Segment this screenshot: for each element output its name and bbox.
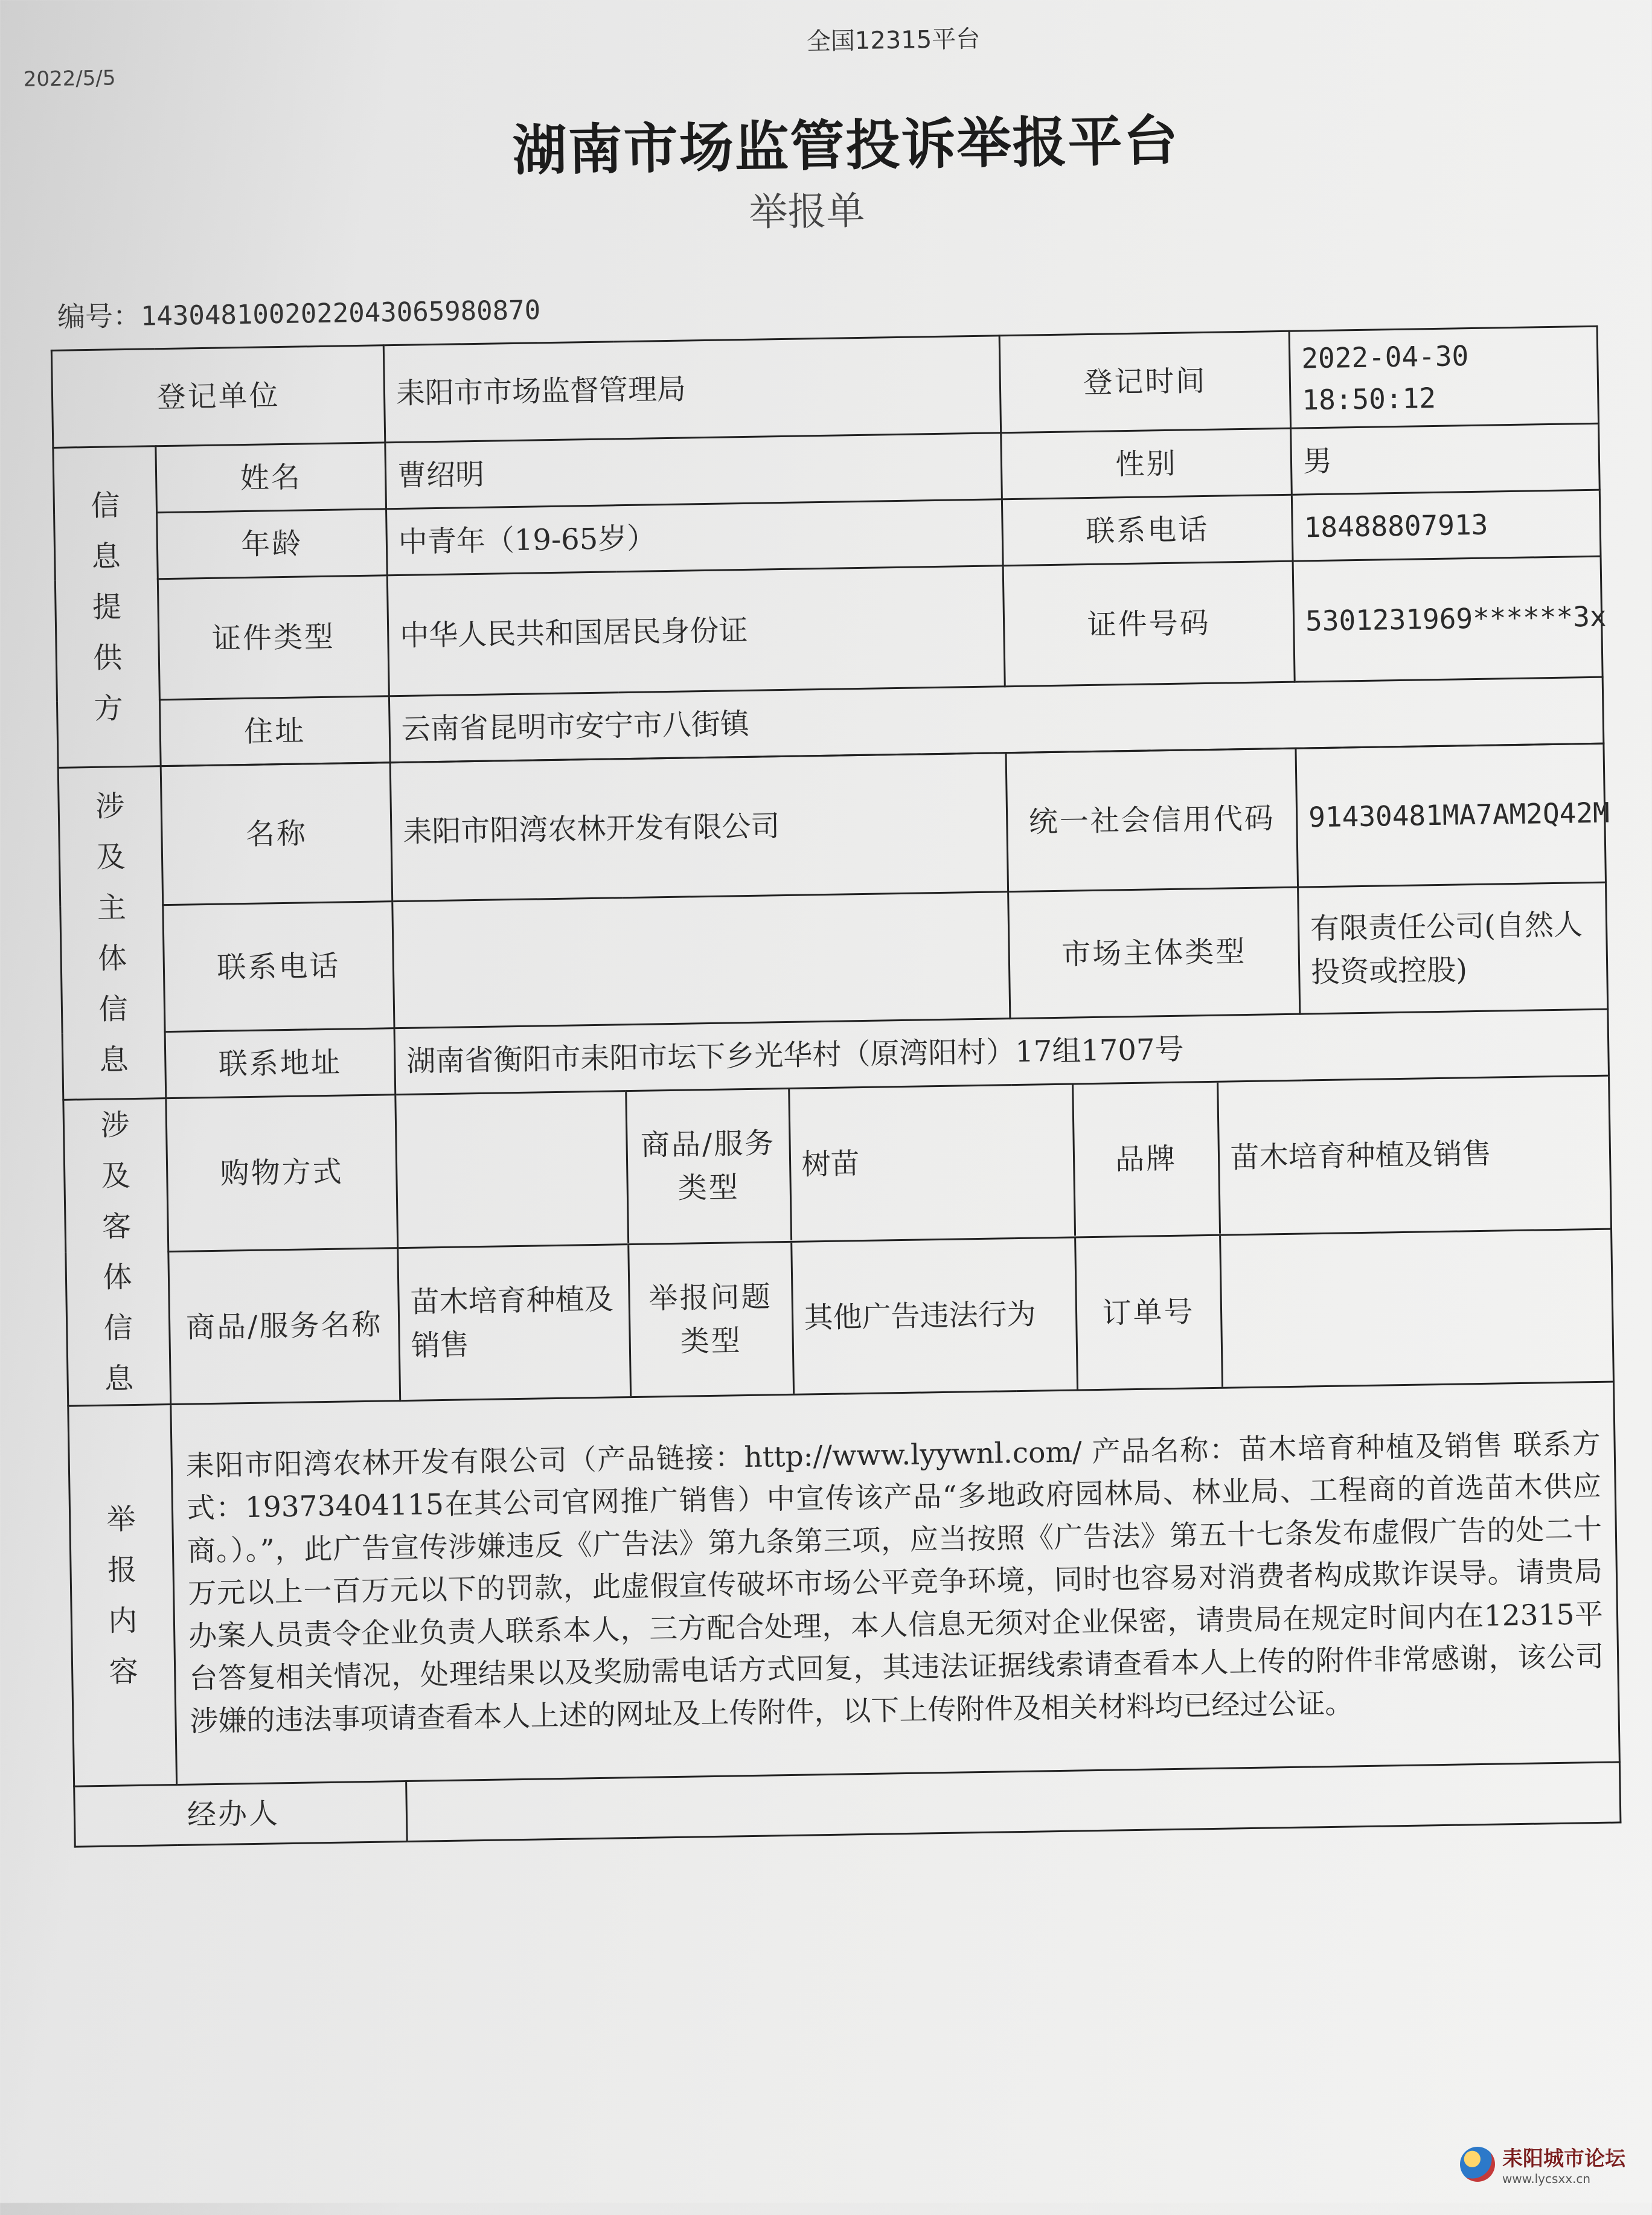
object-order-label: 订单号 — [1075, 1236, 1222, 1389]
subject-address-label: 联系地址 — [165, 1028, 395, 1098]
informant-address-value: 云南省昆明市安宁市八街镇 — [389, 677, 1603, 763]
report-content-row — [68, 1382, 1620, 1786]
watermark-url: www.lycsxx.cn — [1502, 2172, 1591, 2186]
informant-section-label: 信息提供方 — [53, 446, 161, 768]
serial-label: 编号： — [57, 299, 141, 333]
registration-unit-value: 耒阳市市场监督管理局 — [383, 336, 1000, 443]
object-goods-type-value: 树苗 — [789, 1085, 1075, 1240]
serial-number — [57, 287, 540, 335]
subject-address-value: 湖南省衡阳市耒阳市坛下乡光华村（原湾阳村）17组1707号 — [394, 1009, 1609, 1095]
object-purchase-value — [396, 1092, 628, 1246]
subject-market-type-label: 市场主体类型 — [1008, 887, 1300, 1019]
report-section-label: 举报内容 — [68, 1405, 177, 1787]
object-order-value — [1220, 1229, 1613, 1386]
informant-id-number-value: 5301231969******3x — [1293, 556, 1602, 682]
handler-label: 经办人 — [74, 1781, 408, 1847]
platform-name: 全国12315平台 — [806, 25, 981, 56]
informant-gender-label: 性别 — [1001, 428, 1292, 499]
registration-time-label: 登记时间 — [999, 331, 1290, 433]
subject-phone-value — [392, 892, 1010, 1028]
watermark-text-block — [1502, 2142, 1625, 2186]
informant-phone-value: 18488807913 — [1292, 490, 1601, 561]
registration-unit-label: 登记单位 — [51, 345, 385, 448]
object-inner-table-2 — [399, 1229, 1613, 1399]
print-date: 2022/5/5 — [23, 66, 116, 92]
object-row-2-cells — [398, 1229, 1614, 1401]
subject-market-type-value: 有限责任公司(自然人投资或控股) — [1298, 882, 1608, 1014]
subject-name-label: 名称 — [161, 763, 392, 905]
subject-credit-code-label: 统一社会信用代码 — [1006, 748, 1298, 892]
report-table — [51, 325, 1622, 1848]
object-issue-type-label: 举报问题类型 — [628, 1243, 793, 1396]
informant-age-label: 年龄 — [157, 509, 388, 579]
informant-age-value: 中青年（19-65岁） — [386, 499, 1004, 575]
subject-name-value: 耒阳市阳湾农林开发有限公司 — [390, 753, 1008, 902]
informant-id-row — [55, 556, 1602, 701]
object-inner-table-1 — [396, 1077, 1610, 1246]
informant-address-label: 住址 — [159, 696, 390, 766]
object-row-1-cells — [395, 1075, 1612, 1248]
object-brand-value: 苗木培育种植及销售 — [1230, 1136, 1491, 1175]
watermark-text: 耒阳城市论坛 — [1502, 2147, 1625, 2171]
object-row-1 — [63, 1075, 1612, 1253]
informant-phone-label: 联系电话 — [1002, 495, 1293, 566]
page-subtitle: 举报单 — [748, 188, 865, 236]
informant-id-type-value: 中华人民共和国居民身份证 — [387, 566, 1005, 696]
informant-id-type-label: 证件类型 — [158, 575, 389, 700]
informant-id-number-label: 证件号码 — [1003, 561, 1295, 687]
object-goods-name-value: 苗木培育种植及销售 — [399, 1245, 630, 1400]
report-content-text: 耒阳市阳湾农林开发有限公司（产品链接：http://www.lyywnl.com/ 产品名称：苗木培育种植及销售 联系方式：19373404115在其公司官网推广销售）中宣传该产品“多地政府园林局、林业局、工程商的首选苗木供应商。）。”，此广告宣传涉嫌违反《广告法》第九条第三项，应当按照《广告法》第五十七条发布虚假广告的处二十万元以上一百万元以下的罚款，此虚假宣传破坏市场公平竞争环境，同时也容易对消费者构成欺诈误导。请贵局办案人员责令企业负责人联系本人，三方配合处理，本人信息无须对企业保密，请贵局在规定时间内在12315平台答复相关情况，处理结果以及奖励需电话方式回复，其违法证据线索请查看本人上传的附件非常感谢，该公司涉嫌的违法事项请查看本人上述的网址及上传附件，以下上传附件及相关材料均已经过公证。 — [171, 1382, 1620, 1784]
subject-phone-row — [60, 882, 1608, 1033]
forum-watermark — [1460, 2142, 1625, 2186]
subject-phone-label: 联系电话 — [163, 902, 394, 1032]
informant-gender-value: 男 — [1291, 423, 1600, 495]
serial-value: 1430481002022043065980870 — [140, 295, 541, 332]
subject-section-label: 涉及主体信息 — [58, 766, 166, 1100]
object-goods-name-label: 商品/服务名称 — [168, 1248, 400, 1404]
object-brand-label: 品牌 — [1072, 1083, 1220, 1236]
forum-logo-icon — [1460, 2147, 1495, 2182]
object-purchase-label: 购物方式 — [166, 1095, 398, 1251]
registration-time-value: 2022-04-30 18:50:12 — [1289, 326, 1598, 428]
informant-name-value: 曹绍明 — [385, 433, 1002, 509]
informant-name-label: 姓名 — [156, 443, 386, 513]
subject-credit-code-value: 91430481MA7AM2Q42M — [1296, 743, 1606, 887]
subject-name-row — [58, 743, 1606, 906]
page-title: 湖南市场监管投诉举报平台 — [511, 109, 1180, 183]
object-issue-type-value: 其他广告违法行为 — [791, 1238, 1077, 1393]
object-row-2 — [66, 1229, 1614, 1406]
object-goods-type-label: 商品/服务类型 — [626, 1089, 791, 1243]
object-section-label: 涉及客体信息 — [63, 1098, 171, 1406]
